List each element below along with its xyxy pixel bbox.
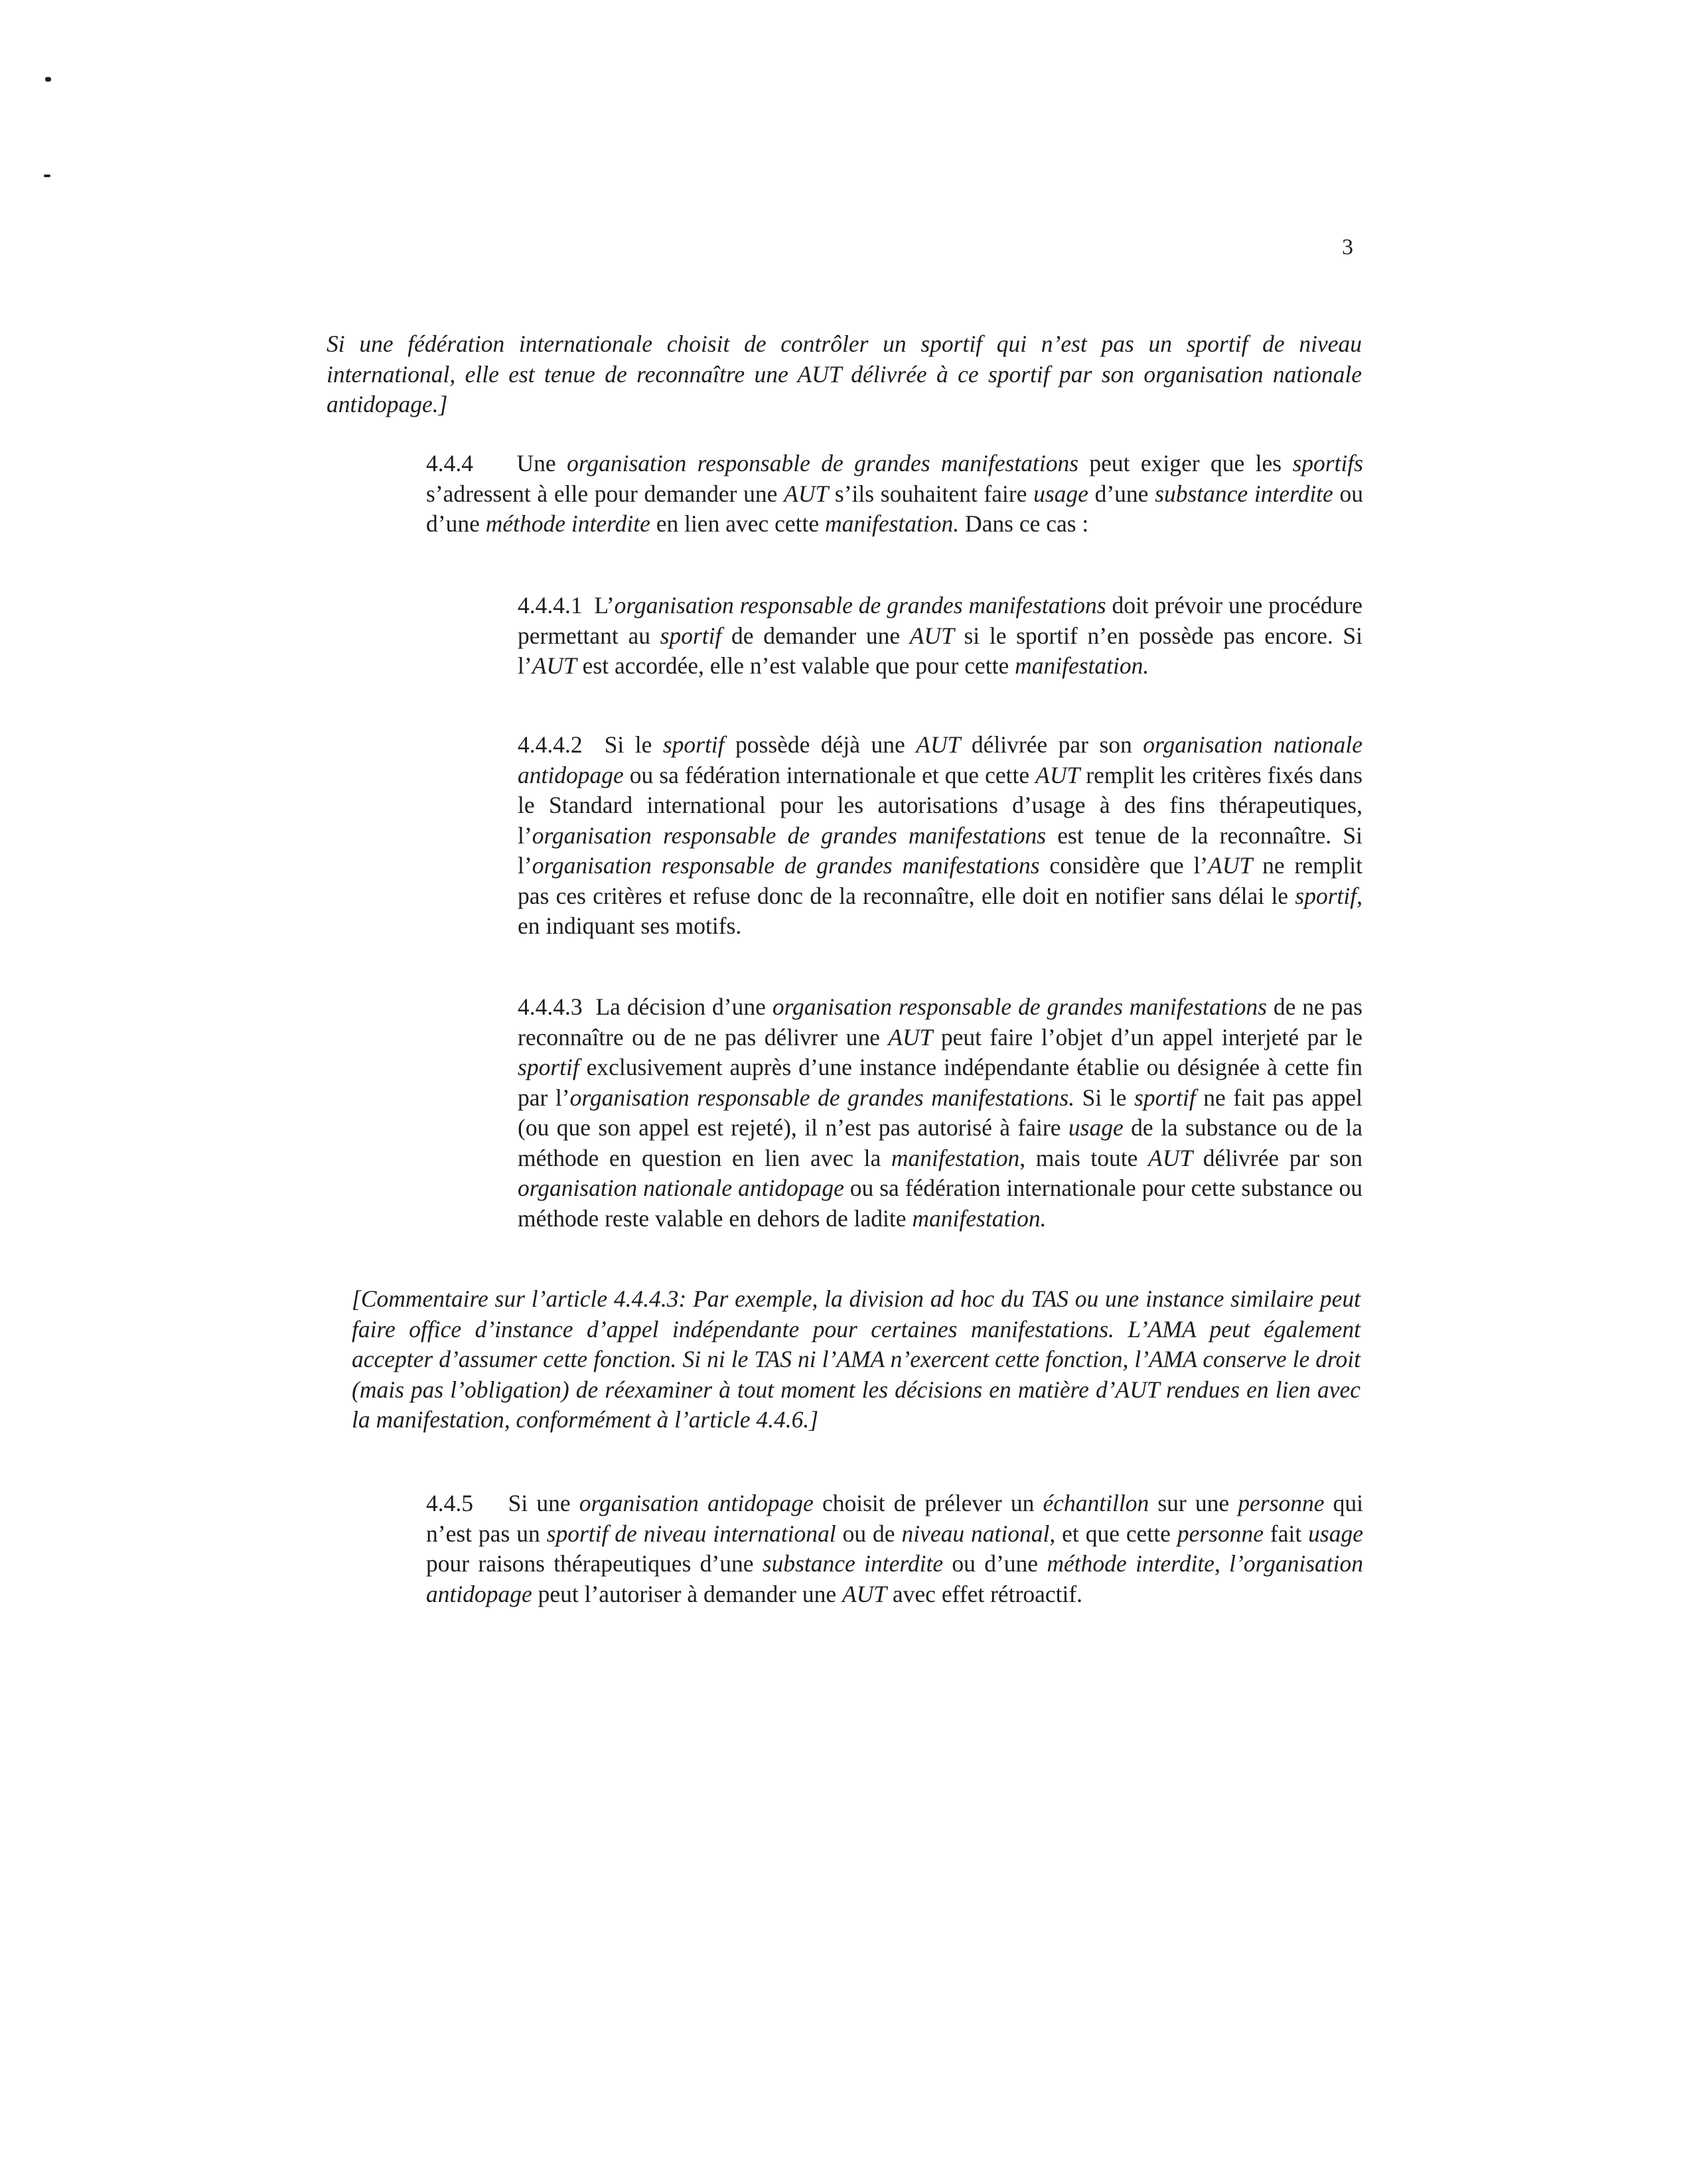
text-run: considère que l’	[1039, 852, 1209, 879]
italic-text: AUT	[1035, 761, 1080, 788]
text-run: de demander une	[721, 622, 910, 649]
article-4-4-4-1	[518, 591, 1362, 682]
text-run: s’adressent à elle pour demander une	[426, 480, 784, 507]
italic-text: niveau national	[901, 1520, 1050, 1547]
text-run: Une	[516, 450, 567, 476]
italic-text: AUT	[909, 622, 954, 649]
text-run: délivrée par son	[1193, 1144, 1362, 1171]
text-run: , mais toute	[1019, 1144, 1149, 1171]
italic-text: substance interdite	[1155, 480, 1333, 507]
italic-text: substance interdite	[762, 1550, 944, 1577]
article-4-4-4-3	[518, 992, 1362, 1234]
text-run: s’ils souhaitent faire	[828, 480, 1034, 507]
text-run: ne remplit pas ces critères et refuse donc de la reconnaître, elle doit en notifier sans délai le	[518, 852, 1362, 909]
text-run: ne fait pas appel (ou que son appel est rejeté), il n’est pas autorisé à faire	[518, 1084, 1363, 1141]
article-number: 4.4.5	[426, 1490, 473, 1516]
text-run: pour raisons thérapeutiques d’une	[426, 1550, 763, 1577]
italic-text: usage	[1033, 480, 1088, 507]
text-run: est accordée, elle n’est valable que pour cette	[576, 652, 1015, 679]
italic-text: manifestation	[891, 1144, 1020, 1171]
italic-text: AUT	[1208, 852, 1253, 879]
italic-text: manifestation.	[824, 510, 960, 537]
intro-comment-paragraph	[327, 329, 1362, 420]
article-number: 4.4.4	[426, 450, 473, 476]
text-run: de ne pas reconnaître ou de ne pas délivrer une	[518, 993, 1362, 1051]
italic-text: organisation responsable de grandes manifestations	[772, 993, 1267, 1020]
text-run: exclusivement auprès d’une instance indépendante établie ou désignée à cette fin par l’	[518, 1054, 1362, 1111]
italic-text: AUT	[532, 652, 577, 679]
paragraph-body	[327, 330, 1362, 417]
text-run: choisit de prélever un	[813, 1490, 1043, 1516]
text-run: peut faire l’objet d’un appel interjeté par le	[932, 1023, 1362, 1051]
article-4-4-5	[426, 1489, 1363, 1609]
italic-text: usage	[1068, 1114, 1124, 1141]
text-run: Si le	[1074, 1084, 1135, 1111]
italic-text: AUT	[842, 1580, 887, 1607]
italic-text: organisation nationale antidopage	[518, 1175, 844, 1201]
text-run: d’une	[1088, 480, 1155, 507]
italic-text: Si une fédération internationale choisit de contrôler un sportif qui n’est pas un sportif de niveau international, elle est tenue de reconnaître une AUT délivrée à ce sportif par son organisation nationale antidopage.]	[327, 330, 1362, 417]
italic-text: organisation responsable de grandes manifestations	[532, 822, 1047, 849]
text-run: peut exiger que les	[1078, 450, 1293, 476]
text-run: si le sportif n’en possède pas encore. Si l’	[518, 622, 1362, 679]
text-run: avec effet rétroactif.	[887, 1580, 1083, 1607]
text-run: ou sa fédération internationale pour cette substance ou méthode reste valable en dehors de ladite	[518, 1175, 1362, 1232]
italic-text: sportif	[1134, 1084, 1196, 1111]
paragraph-body	[518, 993, 1362, 1232]
italic-text: AUT	[784, 480, 829, 507]
article-number: 4.4.4.2	[518, 731, 583, 758]
italic-text: organisation nationale antidopage	[518, 731, 1363, 788]
text-run: Dans ce cas :	[959, 510, 1089, 537]
italic-text: sportif	[1295, 882, 1357, 909]
text-run: ,	[1214, 1550, 1230, 1577]
text-run: Si une	[508, 1490, 579, 1516]
italic-text: manifestation.	[1015, 652, 1149, 679]
article-4-4-4-2	[518, 730, 1362, 942]
paragraph-body	[426, 450, 1363, 537]
text-run: ou de	[836, 1520, 902, 1547]
comment-4-4-4-3	[352, 1284, 1360, 1435]
italic-text: manifestation.	[912, 1204, 1047, 1232]
italic-text: AUT	[916, 731, 961, 758]
text-run: ou d’une	[943, 1550, 1047, 1577]
italic-text: AUT	[888, 1023, 933, 1051]
paragraph-body	[352, 1285, 1360, 1433]
text-run: , en indiquant ses motifs.	[518, 882, 1362, 939]
text-run: peut l’autoriser à demander une	[532, 1580, 842, 1607]
paragraph-body	[518, 731, 1362, 939]
text-run: possède déjà une	[724, 731, 917, 758]
text-run: L’	[594, 592, 615, 619]
italic-text: sportif de niveau international	[546, 1520, 836, 1547]
italic-text: méthode interdite	[1047, 1550, 1214, 1577]
text-run: fait	[1263, 1520, 1309, 1547]
italic-text: l’organisation antidopage	[426, 1550, 1363, 1607]
italic-text: personne	[1177, 1520, 1264, 1547]
paragraph-body	[426, 1490, 1363, 1607]
italic-text: organisation antidopage	[579, 1490, 814, 1516]
italic-text: méthode interdite	[485, 510, 650, 537]
text-run: remplit les critères fixés dans le Standard international pour les autorisations d’usage à des fins thérapeutiques, l’	[518, 761, 1362, 849]
italic-text: échantillon	[1043, 1490, 1149, 1516]
text-run: qui n’est pas un	[426, 1490, 1363, 1547]
italic-text: organisation responsable de grandes manifestations	[614, 592, 1106, 619]
text-run: en lien avec cette	[650, 510, 825, 537]
italic-text: sportif	[662, 731, 725, 758]
italic-text: personne	[1238, 1490, 1325, 1516]
article-number: 4.4.4.3	[518, 993, 583, 1020]
text-run: , et que cette	[1049, 1520, 1177, 1547]
text-run: sur une	[1149, 1490, 1238, 1516]
text-run: ou sa fédération internationale et que cette	[623, 761, 1036, 788]
paragraph-body	[518, 592, 1362, 679]
article-4-4-4	[426, 449, 1363, 540]
italic-text: AUT	[1148, 1144, 1193, 1171]
italic-text: usage	[1308, 1520, 1363, 1547]
page-number: 3	[1342, 235, 1353, 259]
italic-text: [Commentaire sur l’article 4.4.4.3: Par exemple, la division ad hoc du TAS ou une instance similaire peut faire office d’instance d’appel indépendante pour certaines manifestations. L’AMA peut également accepter d’assumer cette fonction. Si ni le TAS ni l’AMA n’exercent cette fonction, l’AMA conserve le droit (mais pas l’obligation) de réexaminer à tout moment les décisions en matière d’AUT rendues en lien avec la manifestation, conformément à l’article 4.4.6.]	[352, 1285, 1360, 1433]
italic-text: sportif	[660, 622, 722, 649]
text-run: est tenue de la reconnaître. Si l’	[518, 822, 1362, 879]
italic-text: organisation responsable de grandes manifestations.	[569, 1084, 1075, 1111]
text-run: de la substance ou de la méthode en question en lien avec la	[518, 1114, 1362, 1171]
text-run: délivrée par son	[960, 731, 1143, 758]
italic-text: organisation responsable de grandes manifestations	[567, 450, 1079, 476]
italic-text: sportifs	[1292, 450, 1363, 476]
italic-text: sportif	[518, 1054, 579, 1080]
scan-speck	[44, 175, 50, 177]
text-run: ou d’une	[426, 480, 1363, 537]
text-run: La décision d’une	[595, 993, 772, 1020]
article-number: 4.4.4.1	[518, 592, 583, 619]
scan-speck	[45, 77, 51, 82]
text-run: Si le	[604, 731, 663, 758]
text-run: doit prévoir une procédure permettant au	[518, 592, 1362, 649]
italic-text: organisation responsable de grandes manifestations	[532, 852, 1040, 879]
